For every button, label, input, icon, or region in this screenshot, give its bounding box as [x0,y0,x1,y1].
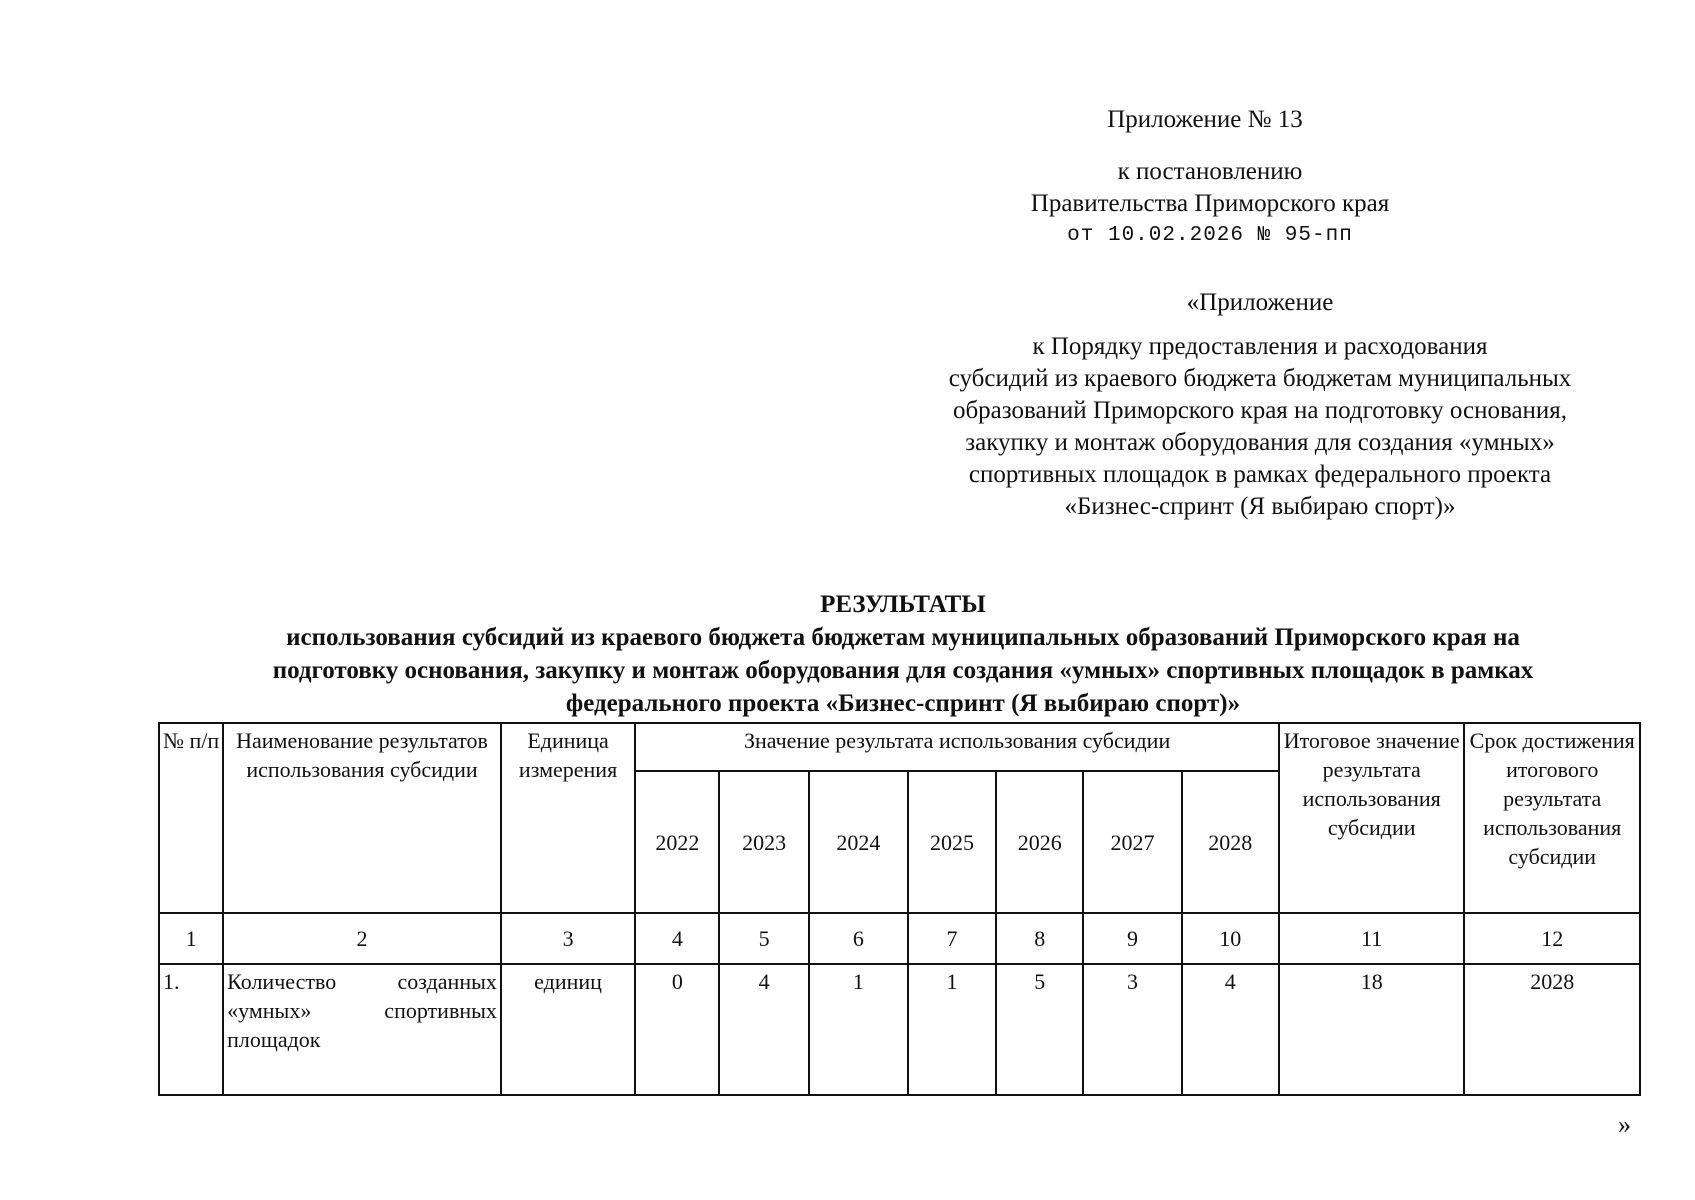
prior-appendix-title: «Приложение [1186,289,1334,316]
column-number: 2 [223,913,501,964]
row-value-2023: 4 [719,964,808,1095]
prior-appendix-header [900,287,1620,523]
appendix-title: Приложение № 13 [1107,106,1303,133]
column-number: 12 [1464,913,1640,964]
header-year: 2026 [996,771,1083,913]
header-year: 2022 [635,771,719,913]
column-number: 5 [719,913,808,964]
results-heading: РЕЗУЛЬТАТЫ [820,591,986,618]
column-number-row [159,913,1640,964]
column-number: 9 [1083,913,1181,964]
row-num: 1. [159,964,223,1095]
header-unit: Единица измерения [501,723,635,913]
header-name: Наименование результатов использования субсидии [223,723,501,913]
header-year: 2024 [809,771,908,913]
decree-date-number: от 10.02.2026 № 95-пп [1067,224,1353,247]
row-value-2028: 4 [1182,964,1279,1095]
prior-appendix-line: к Порядку предоставления и расходования [1032,333,1488,360]
table-row [159,964,1640,1095]
row-total: 18 [1279,964,1464,1095]
header-year: 2023 [719,771,808,913]
results-title [158,588,1648,720]
results-subtitle-line: федерального проекта «Бизнес-спринт (Я выбираю спорт)» [565,690,1241,717]
prior-appendix-line: закупку и монтаж оборудования для создания «умных» [965,429,1555,456]
header-value-group: Значение результата использования субсидии [635,723,1279,771]
prior-appendix-line: субсидий из краевого бюджета бюджетам муниципальных [948,365,1572,392]
column-number: 7 [908,913,996,964]
prior-appendix-line: спортивных площадок в рамках федерального проекта [968,461,1552,488]
row-name: Количество созданных «умных» спортивных площадок [223,964,501,1095]
column-number: 10 [1182,913,1279,964]
row-value-2025: 1 [908,964,996,1095]
results-table [158,722,1641,1096]
decree-line-2: Правительства Приморского края [1030,190,1390,217]
results-subtitle-line: использования субсидий из краевого бюджета бюджетам муниципальных образований Приморского края на [286,624,1520,651]
row-value-2026: 5 [996,964,1083,1095]
row-unit: единиц [501,964,635,1095]
decree-reference [1000,156,1420,252]
header-total: Итоговое значение результата использования субсидии [1279,723,1464,913]
row-value-2024: 1 [809,964,908,1095]
appendix-header [1080,104,1330,136]
column-number: 8 [996,913,1083,964]
closing-quote: » [1618,1110,1631,1139]
header-deadline: Срок достижения итогового результата использования субсидии [1464,723,1640,913]
column-number: 3 [501,913,635,964]
header-year: 2025 [908,771,996,913]
table-header-row [159,723,1640,771]
column-number: 1 [159,913,223,964]
row-value-2022: 0 [635,964,719,1095]
header-year: 2027 [1083,771,1181,913]
row-value-2027: 3 [1083,964,1181,1095]
header-num: № п/п [159,723,223,913]
results-subtitle-line: подготовку основания, закупку и монтаж оборудования для создания «умных» спортивных площадок в рамках [272,657,1534,684]
decree-line-1: к постановлению [1117,158,1303,185]
prior-appendix-line: «Бизнес-спринт (Я выбираю спорт)» [1064,493,1456,520]
column-number: 6 [809,913,908,964]
column-number: 11 [1279,913,1464,964]
row-deadline: 2028 [1464,964,1640,1095]
header-year: 2028 [1182,771,1279,913]
prior-appendix-line: образований Приморского края на подготовку основания, [952,397,1568,424]
column-number: 4 [635,913,719,964]
